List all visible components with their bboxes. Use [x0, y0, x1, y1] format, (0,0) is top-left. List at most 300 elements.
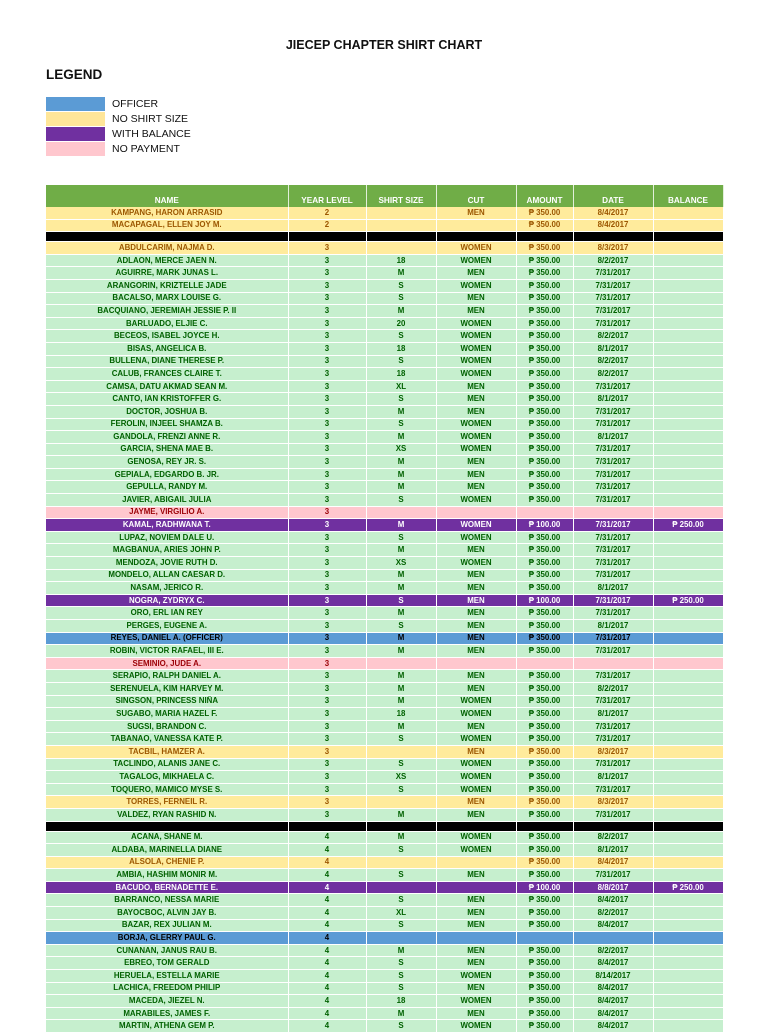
cell-year-level: 3 [288, 267, 366, 280]
cell-cut: MEN [436, 267, 516, 280]
cell-date: 7/31/2017 [573, 544, 653, 557]
cell-cut: WOMEN [436, 733, 516, 746]
cell-balance [653, 720, 723, 733]
cell-date: 8/4/2017 [573, 957, 653, 970]
cell-year-level: 4 [288, 995, 366, 1008]
cell-date: 7/31/2017 [573, 456, 653, 469]
cell-cut: WOMEN [436, 355, 516, 368]
table-row [46, 443, 723, 456]
cell-shirt-size: M [366, 481, 436, 494]
cell-amount: ₱ 350.00 [516, 368, 573, 381]
cell-name: BISAS, ANGELICA B. [46, 342, 288, 355]
cell-cut: WOMEN [436, 831, 516, 844]
table-row [46, 771, 723, 784]
cell-balance [653, 1007, 723, 1020]
cell-amount: ₱ 350.00 [516, 682, 573, 695]
cell-shirt-size [366, 796, 436, 809]
cell-amount: ₱ 100.00 [516, 881, 573, 894]
cell-date [573, 506, 653, 519]
cell-cut: MEN [436, 405, 516, 418]
cell-year-level: 3 [288, 380, 366, 393]
cell-date: 8/1/2017 [573, 582, 653, 595]
cell-shirt-size: M [366, 544, 436, 557]
cell-year-level: 3 [288, 456, 366, 469]
cell-year-level: 3 [288, 569, 366, 582]
section-divider [46, 821, 723, 831]
cell-shirt-size: S [366, 970, 436, 983]
table-row [46, 582, 723, 595]
cell-date: 7/31/2017 [573, 594, 653, 607]
cell-amount: ₱ 350.00 [516, 957, 573, 970]
cell-shirt-size: M [366, 831, 436, 844]
cell-cut: MEN [436, 620, 516, 633]
cell-date: 8/2/2017 [573, 368, 653, 381]
cell-cut: WOMEN [436, 368, 516, 381]
cell-cut: WOMEN [436, 279, 516, 292]
cell-balance [653, 506, 723, 519]
cell-shirt-size: M [366, 468, 436, 481]
cell-name: MACAPAGAL, ELLEN JOY M. [46, 219, 288, 232]
cell-amount [516, 506, 573, 519]
cell-balance [653, 919, 723, 932]
cell-name: CALUB, FRANCES CLAIRE T. [46, 368, 288, 381]
cell-date: 8/4/2017 [573, 982, 653, 995]
cell-cut: MEN [436, 481, 516, 494]
table-row [46, 494, 723, 507]
cell-year-level: 4 [288, 1020, 366, 1033]
cell-balance [653, 907, 723, 920]
cell-shirt-size: S [366, 783, 436, 796]
cell-date: 8/2/2017 [573, 682, 653, 695]
cell-amount: ₱ 350.00 [516, 970, 573, 983]
table-row [46, 519, 723, 532]
table-row [46, 219, 723, 232]
cell-date: 8/1/2017 [573, 393, 653, 406]
table-row [46, 355, 723, 368]
cell-name: ALDABA, MARINELLA DIANE [46, 844, 288, 857]
cell-amount: ₱ 350.00 [516, 330, 573, 343]
cell-date: 8/14/2017 [573, 970, 653, 983]
cell-balance [653, 894, 723, 907]
table-row [46, 982, 723, 995]
cell-shirt-size: S [366, 758, 436, 771]
table-row [46, 970, 723, 983]
cell-balance: ₱ 250.00 [653, 881, 723, 894]
table-header-row [46, 185, 723, 207]
cell-name: SUGSI, BRANDON C. [46, 720, 288, 733]
cell-shirt-size [366, 881, 436, 894]
cell-year-level: 3 [288, 657, 366, 670]
cell-name: MARTIN, ATHENA GEM P. [46, 1020, 288, 1033]
cell-amount: ₱ 350.00 [516, 418, 573, 431]
cell-name: KAMPANG, HARON ARRASID [46, 207, 288, 219]
cell-year-level: 4 [288, 881, 366, 894]
cell-cut: WOMEN [436, 242, 516, 255]
cell-amount: ₱ 350.00 [516, 869, 573, 882]
cell-shirt-size: S [366, 330, 436, 343]
cell-date: 7/31/2017 [573, 869, 653, 882]
cell-year-level: 3 [288, 695, 366, 708]
cell-name: SINGSON, PRINCESS NIÑA [46, 695, 288, 708]
cell-balance [653, 957, 723, 970]
cell-amount: ₱ 350.00 [516, 443, 573, 456]
cell-amount: ₱ 350.00 [516, 557, 573, 570]
cell-name: BAZAR, REX JULIAN M. [46, 919, 288, 932]
cell-name: TACBIL, HAMZER A. [46, 745, 288, 758]
cell-balance [653, 531, 723, 544]
legend-label: OFFICER [112, 97, 159, 110]
cell-amount: ₱ 350.00 [516, 808, 573, 821]
cell-balance [653, 481, 723, 494]
cell-cut: MEN [436, 894, 516, 907]
cell-balance [653, 380, 723, 393]
cell-year-level [288, 232, 366, 242]
cell-balance [653, 232, 723, 242]
cell-name: AGUIRRE, MARK JUNAS L. [46, 267, 288, 280]
header-balance: BALANCE [653, 185, 723, 207]
table-row [46, 995, 723, 1008]
header-shirt-size: SHIRT SIZE [366, 185, 436, 207]
cell-shirt-size: XS [366, 557, 436, 570]
cell-shirt-size: S [366, 594, 436, 607]
cell-cut: WOMEN [436, 970, 516, 983]
cell-amount: ₱ 350.00 [516, 292, 573, 305]
cell-balance [653, 544, 723, 557]
cell-year-level: 3 [288, 317, 366, 330]
cell-year-level: 3 [288, 393, 366, 406]
cell-date: 8/4/2017 [573, 894, 653, 907]
cell-shirt-size: M [366, 1007, 436, 1020]
table-row [46, 894, 723, 907]
cell-shirt-size: XL [366, 907, 436, 920]
cell-shirt-size: S [366, 844, 436, 857]
cell-amount: ₱ 350.00 [516, 481, 573, 494]
cell-name: GARCIA, SHENA MAE B. [46, 443, 288, 456]
cell-date: 7/31/2017 [573, 267, 653, 280]
cell-amount: ₱ 350.00 [516, 796, 573, 809]
cell-amount: ₱ 350.00 [516, 645, 573, 658]
cell-cut [436, 219, 516, 232]
header-date: DATE [573, 185, 653, 207]
cell-year-level: 3 [288, 531, 366, 544]
cell-amount: ₱ 350.00 [516, 670, 573, 683]
cell-amount: ₱ 350.00 [516, 632, 573, 645]
cell-name: TAGALOG, MIKHAELA C. [46, 771, 288, 784]
cell-balance [653, 970, 723, 983]
table-row [46, 279, 723, 292]
cell-shirt-size: M [366, 682, 436, 695]
cell-date [573, 232, 653, 242]
cell-shirt-size: M [366, 305, 436, 318]
cell-shirt-size: S [366, 620, 436, 633]
cell-date: 7/31/2017 [573, 733, 653, 746]
cell-shirt-size [366, 506, 436, 519]
table-row [46, 907, 723, 920]
cell-date: 8/2/2017 [573, 330, 653, 343]
cell-cut: MEN [436, 919, 516, 932]
cell-name: SERENUELA, KIM HARVEY M. [46, 682, 288, 695]
cell-cut: MEN [436, 582, 516, 595]
cell-name: SEMINIO, JUDE A. [46, 657, 288, 670]
cell-cut: MEN [436, 682, 516, 695]
cell-balance [653, 456, 723, 469]
cell-year-level: 3 [288, 796, 366, 809]
legend-item-no-shirt-size [46, 111, 191, 126]
cell-cut: MEN [436, 305, 516, 318]
cell-date: 8/8/2017 [573, 881, 653, 894]
cell-shirt-size: S [366, 919, 436, 932]
table-row [46, 758, 723, 771]
table-row [46, 317, 723, 330]
shirt-chart-table [46, 185, 724, 1033]
cell-year-level: 4 [288, 856, 366, 869]
cell-cut: WOMEN [436, 531, 516, 544]
cell-cut: MEN [436, 1007, 516, 1020]
cell-balance [653, 342, 723, 355]
cell-shirt-size: M [366, 607, 436, 620]
cell-date: 8/2/2017 [573, 907, 653, 920]
table-row [46, 783, 723, 796]
cell-cut: WOMEN [436, 431, 516, 444]
cell-year-level: 3 [288, 494, 366, 507]
cell-name: CUNANAN, JANUS RAU B. [46, 944, 288, 957]
cell-shirt-size: M [366, 405, 436, 418]
legend-swatch-no-shirt-size [46, 112, 105, 126]
cell-date: 8/4/2017 [573, 1020, 653, 1033]
cell-cut [436, 232, 516, 242]
cell-balance [653, 771, 723, 784]
cell-balance [653, 995, 723, 1008]
cell-cut: WOMEN [436, 254, 516, 267]
table-row [46, 431, 723, 444]
cell-name: TACLINDO, ALANIS JANE C. [46, 758, 288, 771]
cell-year-level: 3 [288, 708, 366, 721]
cell-shirt-size: M [366, 808, 436, 821]
cell-cut: WOMEN [436, 330, 516, 343]
cell-shirt-size: M [366, 267, 436, 280]
cell-date: 8/1/2017 [573, 771, 653, 784]
cell-amount [516, 232, 573, 242]
cell-date: 8/1/2017 [573, 708, 653, 721]
cell-name: ORO, ERL IAN REY [46, 607, 288, 620]
cell-amount: ₱ 350.00 [516, 745, 573, 758]
cell-date: 7/31/2017 [573, 695, 653, 708]
cell-amount: ₱ 350.00 [516, 207, 573, 219]
cell-year-level: 4 [288, 894, 366, 907]
cell-year-level: 4 [288, 919, 366, 932]
cell-balance [653, 657, 723, 670]
cell-cut [436, 506, 516, 519]
header-amount: AMOUNT [516, 185, 573, 207]
document-title: JIECEP CHAPTER SHIRT CHART [285, 38, 483, 52]
cell-date: 7/31/2017 [573, 758, 653, 771]
cell-date: 8/1/2017 [573, 620, 653, 633]
cell-shirt-size [366, 932, 436, 945]
cell-cut: MEN [436, 796, 516, 809]
cell-balance [653, 207, 723, 219]
cell-date [573, 932, 653, 945]
cell-name: CANTO, IAN KRISTOFFER G. [46, 393, 288, 406]
cell-balance [653, 418, 723, 431]
table-row [46, 531, 723, 544]
cell-cut [436, 821, 516, 831]
cell-cut: WOMEN [436, 418, 516, 431]
cell-year-level: 3 [288, 758, 366, 771]
cell-cut: MEN [436, 632, 516, 645]
cell-year-level: 3 [288, 242, 366, 255]
cell-date: 8/4/2017 [573, 919, 653, 932]
cell-amount [516, 821, 573, 831]
table-row [46, 831, 723, 844]
cell-amount: ₱ 350.00 [516, 468, 573, 481]
table-row [46, 468, 723, 481]
cell-balance [653, 219, 723, 232]
cell-cut: WOMEN [436, 844, 516, 857]
cell-amount: ₱ 350.00 [516, 267, 573, 280]
cell-cut: MEN [436, 569, 516, 582]
cell-year-level [288, 821, 366, 831]
legend-item-officer [46, 96, 191, 111]
cell-shirt-size: S [366, 494, 436, 507]
cell-amount: ₱ 350.00 [516, 393, 573, 406]
cell-balance [653, 569, 723, 582]
cell-amount: ₱ 350.00 [516, 569, 573, 582]
cell-date: 8/3/2017 [573, 796, 653, 809]
cell-date: 7/31/2017 [573, 808, 653, 821]
cell-name: SERAPIO, RALPH DANIEL A. [46, 670, 288, 683]
cell-amount: ₱ 350.00 [516, 944, 573, 957]
cell-name: MONDELO, ALLAN CAESAR D. [46, 569, 288, 582]
cell-cut: MEN [436, 907, 516, 920]
legend-title: LEGEND [46, 67, 103, 82]
cell-year-level: 4 [288, 944, 366, 957]
table-row [46, 1007, 723, 1020]
cell-balance [653, 695, 723, 708]
cell-shirt-size [366, 745, 436, 758]
cell-balance [653, 607, 723, 620]
cell-shirt-size [366, 242, 436, 255]
cell-amount: ₱ 350.00 [516, 907, 573, 920]
cell-balance [653, 733, 723, 746]
cell-amount: ₱ 350.00 [516, 342, 573, 355]
cell-cut: WOMEN [436, 342, 516, 355]
cell-amount: ₱ 350.00 [516, 856, 573, 869]
cell-date: 7/31/2017 [573, 519, 653, 532]
cell-shirt-size [366, 232, 436, 242]
cell-amount: ₱ 350.00 [516, 254, 573, 267]
cell-date: 7/31/2017 [573, 380, 653, 393]
table-body [46, 207, 723, 1033]
cell-name: BORJA, GLERRY PAUL G. [46, 932, 288, 945]
cell-name: TABANAO, VANESSA KATE P. [46, 733, 288, 746]
cell-name: MENDOZA, JOVIE RUTH D. [46, 557, 288, 570]
table-row [46, 342, 723, 355]
cell-year-level: 3 [288, 645, 366, 658]
cell-name: CAMSA, DATU AKMAD SEAN M. [46, 380, 288, 393]
cell-year-level: 3 [288, 682, 366, 695]
cell-amount: ₱ 350.00 [516, 494, 573, 507]
cell-amount: ₱ 350.00 [516, 242, 573, 255]
cell-year-level: 3 [288, 745, 366, 758]
cell-amount: ₱ 350.00 [516, 1020, 573, 1033]
cell-name [46, 232, 288, 242]
cell-year-level: 3 [288, 418, 366, 431]
cell-year-level: 3 [288, 670, 366, 683]
table-row [46, 944, 723, 957]
cell-shirt-size: 20 [366, 317, 436, 330]
cell-cut: WOMEN [436, 771, 516, 784]
cell-shirt-size: M [366, 569, 436, 582]
cell-amount: ₱ 350.00 [516, 456, 573, 469]
cell-balance [653, 254, 723, 267]
cell-name: BARLUADO, ELJIE C. [46, 317, 288, 330]
cell-name: GENOSA, REY JR. S. [46, 456, 288, 469]
table-row [46, 305, 723, 318]
cell-date: 7/31/2017 [573, 443, 653, 456]
cell-amount: ₱ 350.00 [516, 582, 573, 595]
cell-shirt-size: 18 [366, 342, 436, 355]
cell-cut: WOMEN [436, 519, 516, 532]
cell-name: BARRANCO, NESSA MARIE [46, 894, 288, 907]
cell-shirt-size: M [366, 632, 436, 645]
cell-cut: WOMEN [436, 1020, 516, 1033]
table-row [46, 708, 723, 721]
cell-name: MARABILES, JAMES F. [46, 1007, 288, 1020]
cell-year-level: 4 [288, 957, 366, 970]
cell-name: VALDEZ, RYAN RASHID N. [46, 808, 288, 821]
cell-name: REYES, DANIEL A. (OFFICER) [46, 632, 288, 645]
cell-balance [653, 279, 723, 292]
cell-name: LUPAZ, NOVIEM DALE U. [46, 531, 288, 544]
cell-date: 8/4/2017 [573, 1007, 653, 1020]
cell-shirt-size [366, 657, 436, 670]
cell-name: EBREO, TOM GERALD [46, 957, 288, 970]
table-row [46, 733, 723, 746]
cell-date: 8/2/2017 [573, 944, 653, 957]
table-row [46, 380, 723, 393]
cell-balance [653, 856, 723, 869]
cell-name: ADLAON, MERCE JAEN N. [46, 254, 288, 267]
cell-year-level: 3 [288, 254, 366, 267]
cell-date: 8/2/2017 [573, 831, 653, 844]
cell-date: 7/31/2017 [573, 670, 653, 683]
cell-year-level: 2 [288, 207, 366, 219]
cell-date [573, 657, 653, 670]
cell-amount: ₱ 350.00 [516, 607, 573, 620]
cell-cut [436, 856, 516, 869]
cell-date: 7/31/2017 [573, 305, 653, 318]
cell-shirt-size [366, 821, 436, 831]
table-row [46, 254, 723, 267]
cell-balance [653, 317, 723, 330]
table-row [46, 607, 723, 620]
cell-year-level: 3 [288, 305, 366, 318]
cell-year-level: 3 [288, 544, 366, 557]
legend-label: NO PAYMENT [112, 143, 180, 156]
cell-shirt-size: 18 [366, 708, 436, 721]
legend-item-with-balance [46, 126, 191, 141]
table-row [46, 569, 723, 582]
cell-year-level: 3 [288, 720, 366, 733]
cell-name: JAYME, VIRGILIO A. [46, 506, 288, 519]
cell-amount: ₱ 350.00 [516, 219, 573, 232]
table-row [46, 670, 723, 683]
cell-year-level: 3 [288, 405, 366, 418]
cell-shirt-size: S [366, 279, 436, 292]
legend-item-no-payment [46, 142, 191, 157]
cell-year-level: 4 [288, 831, 366, 844]
cell-balance [653, 821, 723, 831]
